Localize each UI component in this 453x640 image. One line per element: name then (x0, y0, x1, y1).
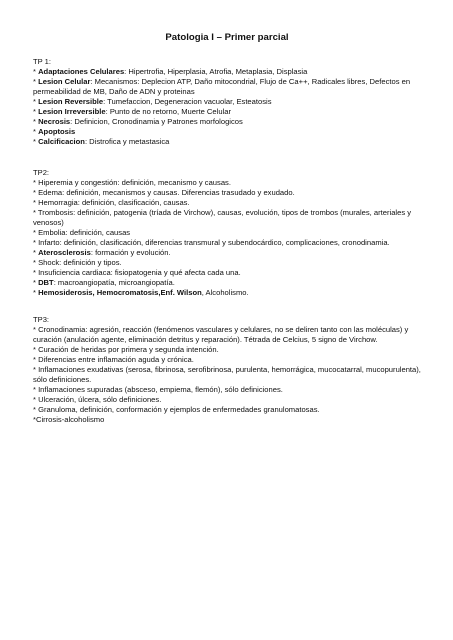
list-item: * Curación de heridas por primera y segunda intención. (33, 345, 219, 354)
list-item: * Ulceración, úlcera, sólo definiciones. (33, 395, 162, 404)
list-item: * Calcificacion: Distrofica y metastasica (33, 137, 170, 146)
section-tp2 (33, 168, 421, 298)
section-tp1 (33, 57, 421, 147)
list-item: * Hiperemia y congestión: definición, mecanismo y causas. (33, 178, 231, 187)
list-item: * Diferencias entre inflamación aguda y crónica. (33, 355, 194, 364)
list-item: * Embolia: definición, causas (33, 228, 131, 237)
list-item: *Cirrosis-alcoholismo (33, 415, 105, 424)
list-item: * Infarto: definición, clasificación, diferencias transmural y subendocárdico, complicaciones, cronodinamia. (33, 238, 390, 247)
list-item: * Trombosis: definición, patogenia (tríada de Virchow), causas, evolución, tipos de trombos (murales, arteriales y venosos) (33, 208, 412, 227)
list-item: * Edema: definición, mecanismos y causas. Diferencias trasudado y exudado. (33, 188, 295, 197)
list-item: * Lesion Reversible: Tumefaccion, Degeneracion vacuolar, Esteatosis (33, 97, 272, 106)
list-item: * Hemosiderosis, Hemocromatosis,Enf. Wilson, Alcoholismo. (33, 288, 249, 297)
list-item: * Adaptaciones Celulares: Hipertrofia, Hiperplasia, Atrofia, Metaplasia, Displasia (33, 67, 308, 76)
section-heading: TP2: (33, 168, 50, 177)
list-item: * Shock: definición y tipos. (33, 258, 122, 267)
list-item: * Lesion Celular: Mecanismos: Deplecion ATP, Daño mitocondrial, Flujo de Ca++, Radicales libres, Defectos en permeabilidad de MB, Daño de ADN y proteinas (33, 77, 411, 96)
list-item: * DBT: macroangiopatía, microangiopatía. (33, 278, 175, 287)
list-item: * Insuficiencia cardiaca: fisiopatogenia y qué afecta cada una. (33, 268, 241, 277)
list-item: * Lesion Irreversible: Punto de no retorno, Muerte Celular (33, 107, 231, 116)
section-tp3 (33, 315, 421, 425)
list-item: * Inflamaciones supuradas (absceso, empiema, flemón), sólo definiciones. (33, 385, 283, 394)
section-heading: TP3: (33, 315, 50, 324)
list-item: * Cronodinamia: agresión, reacción (fenómenos vasculares y celulares, no se deliren tanto con las moléculas) y curación (anulación agente, eliminación detritus y reparación). Tétrada de Celcius, 5 signo de Virchow. (33, 325, 409, 344)
document-title: Patologia I – Primer parcial (165, 32, 289, 43)
list-item: * Inflamaciones exudativas (serosa, fibrinosa, serofibrinosa, purulenta, hemorrágica, mucocatarral, mucopurulenta), sólo definiciones. (33, 365, 421, 384)
section-heading: TP 1: (33, 57, 52, 66)
list-item: * Aterosclerosis: formación y evolución. (33, 248, 171, 257)
list-item: * Granuloma, definición, conformación y ejemplos de enfermedades granulomatosas. (33, 405, 320, 414)
list-item: * Apoptosis (33, 127, 76, 136)
list-item: * Necrosis: Definicion, Cronodinamia y Patrones morfologicos (33, 117, 243, 126)
list-item: * Hemorragia: definición, clasificación, causas. (33, 198, 190, 207)
